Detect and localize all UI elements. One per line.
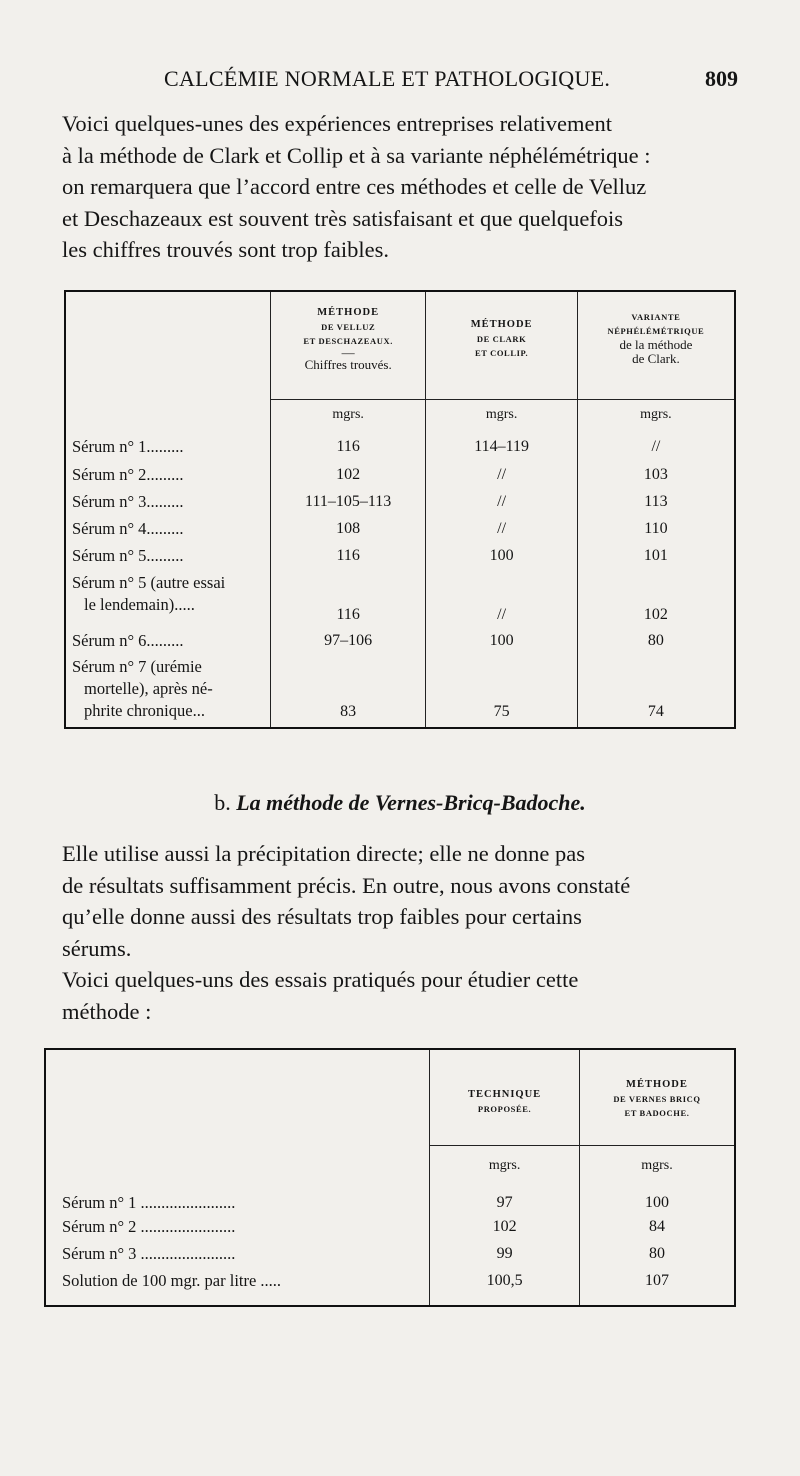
t1-r1-v1: 116: [270, 430, 425, 464]
t1-r6-label: [65, 572, 270, 626]
t1-r5-v3: 101: [577, 545, 735, 572]
table-row: [65, 464, 735, 491]
t1-r5-v2: 100: [426, 545, 577, 572]
t2-r4-label: Solution de 100 mgr. par litre .....: [62, 1270, 282, 1290]
table1-header-variante: [577, 291, 735, 399]
table-row: [65, 545, 735, 572]
para1-line-2: à la méthode de Clark et Collip et à sa variante néphélémétrique :: [62, 142, 651, 168]
t1h2-l3: ET COLLIP.: [475, 348, 529, 358]
table1-unit-blank: [65, 399, 270, 430]
t1-unit-1: mgrs.: [270, 399, 425, 430]
paragraph-vernes: [62, 838, 738, 964]
t1-unit-2: mgrs.: [426, 399, 577, 430]
t1h3-l4: de Clark.: [632, 351, 680, 366]
t1-r8-v3: 74: [577, 656, 735, 728]
t1-r8-label-a: Sérum n° 7 (urémie: [72, 656, 202, 676]
table1-header-clark: [426, 291, 577, 399]
table-row: [45, 1216, 735, 1243]
t2-r2-v2: 84: [579, 1216, 735, 1243]
t2-r1-v2: 100: [579, 1186, 735, 1216]
t1-r6-label-b: le lendemain).....: [84, 594, 195, 614]
t1-r1-v3: //: [577, 430, 735, 464]
t1-r8-label: [65, 656, 270, 728]
t1-r6-label-a: Sérum n° 5 (autre essai: [72, 572, 226, 592]
table-row: [65, 572, 735, 626]
paragraph-essais: [62, 964, 738, 1027]
t1-r4-label: Sérum n° 4.........: [72, 518, 184, 538]
t1h1-l1: MÉTHODE: [317, 307, 380, 318]
t1h3-l1: VARIANTE: [631, 312, 681, 322]
table2-unit-blank: [45, 1145, 430, 1186]
t2-unit-1: mgrs.: [430, 1145, 580, 1186]
t1h1-l2: DE VELLUZ: [321, 322, 376, 332]
para2-line-2: de résultats suffisamment précis. En outre, nous avons constaté: [62, 872, 631, 898]
t1-r3-label: Sérum n° 3.........: [72, 491, 184, 511]
table1-header-velluz: [270, 291, 425, 399]
table-row: [65, 491, 735, 518]
t1-r4-v3: 110: [577, 518, 735, 545]
para2-line-3: qu’elle donne aussi des résultats trop faibles pour certains: [62, 904, 582, 929]
t1h3-l2: NÉPHÉLÉMÉTRIQUE: [607, 326, 705, 336]
para1-line-4: et Deschazeaux est souvent très satisfaisant et que quelquefois: [62, 205, 624, 231]
t1-r7-label: Sérum n° 6.........: [72, 630, 184, 650]
t2-r3-label: Sérum n° 3 .......................: [62, 1243, 236, 1263]
table1-corner: [65, 291, 270, 399]
t1-r6-v3: 102: [577, 572, 735, 626]
running-title: CALCÉMIE NORMALE ET PATHOLOGIQUE.: [164, 66, 611, 91]
para3-line-1: Voici quelques-uns des essais pratiqués pour étudier cette: [62, 967, 579, 992]
t1-r8-label-b: mortelle), après né-: [84, 678, 213, 698]
t2-r3-v2: 80: [579, 1243, 735, 1270]
t1-r7-v1: 97–106: [270, 626, 425, 656]
t2-r4-v2: 107: [579, 1270, 735, 1306]
t2h1-l1: TECHNIQUE: [467, 1089, 542, 1100]
table2-header-technique: [430, 1049, 580, 1145]
t1-r8-v1: 83: [270, 656, 425, 728]
table-row: [45, 1243, 735, 1270]
t1-r7-v3: 80: [577, 626, 735, 656]
para1-line-1: Voici quelques-unes des expériences entreprises relativement: [62, 111, 613, 136]
t1-r3-v2: //: [426, 491, 577, 518]
section-heading: [0, 790, 800, 816]
t1-r1-label: Sérum n° 1.........: [72, 436, 184, 456]
t1-r2-v2: //: [426, 464, 577, 491]
t2h2-l3: ET BADOCHE.: [624, 1108, 690, 1118]
t1-r1-v2: 114–119: [426, 430, 577, 464]
t2-r4-v1: 100,5: [430, 1270, 580, 1306]
t1-r6-v2: //: [426, 572, 577, 626]
t1h1-l3: ET DESCHAZEAUX.: [303, 336, 393, 346]
t2-r3-v1: 99: [430, 1243, 580, 1270]
section-prefix: b.: [214, 790, 231, 815]
section-title: La méthode de Vernes-Bricq-Badoche.: [236, 790, 586, 815]
t2-r1-label: Sérum n° 1 .......................: [62, 1192, 236, 1212]
table-row: [65, 626, 735, 656]
t1-r8-label-c: phrite chronique...: [84, 700, 205, 720]
t1h1-l4: Chiffres trouvés.: [304, 357, 392, 372]
t1-unit-3: mgrs.: [577, 399, 735, 430]
table2-corner: [45, 1049, 430, 1145]
t2-r1-v1: 97: [430, 1186, 580, 1216]
t1-r3-v3: 113: [577, 491, 735, 518]
table-row: [45, 1186, 735, 1216]
paragraph-intro: [62, 108, 738, 266]
t2-unit-2: mgrs.: [579, 1145, 735, 1186]
para2-line-1: Elle utilise aussi la précipitation directe; elle ne donne pas: [62, 841, 585, 866]
running-header: [60, 66, 740, 96]
table-row: [45, 1270, 735, 1306]
t1-r5-label: Sérum n° 5.........: [72, 545, 184, 565]
t1-r4-v1: 108: [270, 518, 425, 545]
t1-r5-v1: 116: [270, 545, 425, 572]
table-row: [65, 430, 735, 464]
t1h1-dash: —: [341, 345, 355, 360]
t2-r2-label: Sérum n° 2 .......................: [62, 1216, 236, 1236]
t2h1-l2: PROPOSÉE.: [477, 1104, 532, 1114]
t1h3-l3: de la méthode: [619, 337, 693, 352]
table2-header-vernes: [579, 1049, 735, 1145]
t1-r2-label: Sérum n° 2.........: [72, 464, 184, 484]
t2-r2-v1: 102: [430, 1216, 580, 1243]
t1-r2-v1: 102: [270, 464, 425, 491]
table-clark-collip: [64, 290, 736, 729]
t1-r3-v1: 111–105–113: [270, 491, 425, 518]
t1h2-l1: MÉTHODE: [470, 319, 533, 330]
table-row: [65, 518, 735, 545]
t1-r8-v2: 75: [426, 656, 577, 728]
para2-line-4: sérums.: [62, 935, 132, 961]
t1-r6-v1: 116: [270, 572, 425, 626]
t2h2-l2: DE VERNES BRICQ: [613, 1094, 701, 1104]
page-number: 809: [705, 66, 738, 91]
t1-r7-v2: 100: [426, 626, 577, 656]
t1h2-l2: DE CLARK: [476, 334, 527, 344]
table-vernes-bricq: [44, 1048, 736, 1307]
t1-r4-v2: //: [426, 518, 577, 545]
table-row: [65, 656, 735, 728]
t2h2-l1: MÉTHODE: [626, 1079, 688, 1090]
para3-line-2: méthode :: [62, 998, 152, 1024]
para1-line-5: les chiffres trouvés sont trop faibles.: [62, 237, 390, 262]
para1-line-3: on remarquera que l’accord entre ces méthodes et celle de Velluz: [62, 174, 647, 199]
t1-r2-v3: 103: [577, 464, 735, 491]
